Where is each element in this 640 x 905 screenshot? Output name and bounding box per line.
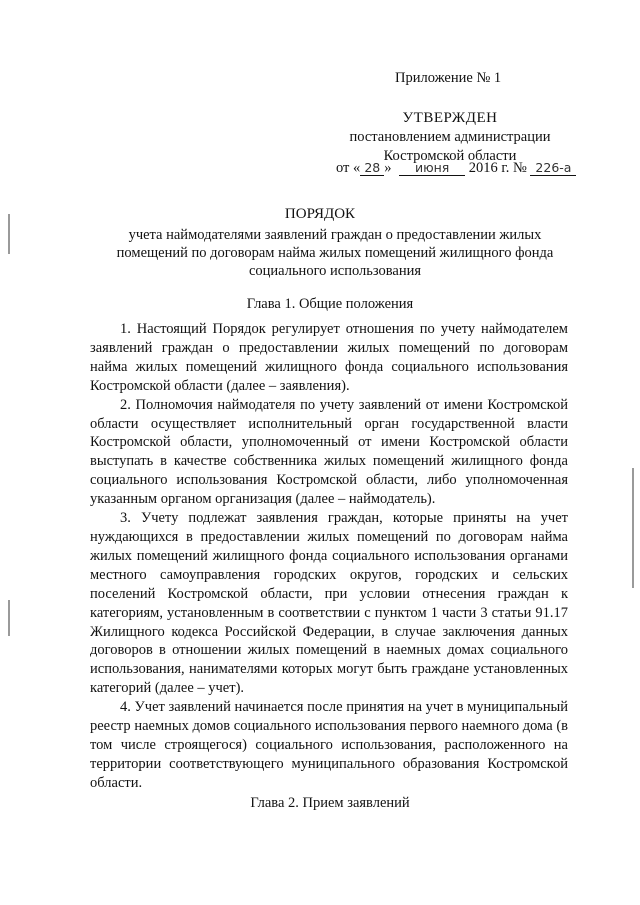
date-month: июня [399,161,465,176]
decree-date-line [336,160,576,177]
decree-number: 226-а [530,161,576,176]
chapter-1-heading: Глава 1. Общие положения [246,296,414,312]
date-year: 2016 г. № [468,160,527,176]
appendix-label: Приложение № 1 [395,70,502,86]
chapter-2-heading: Глава 2. Прием заявлений [250,795,410,811]
approved-by-line: постановлением администрации [349,129,551,145]
paragraph: 2. Полномочия наймодателя по учету заявлений от имени Костромской области осуществляет исполнительный орган государственной власти Костромской области, уполномоченный от имени Костромской области выступать в качестве собственника жилых помещений жилищного фонда социального использования Костромской области, либо уполномоченная указанным органом организация (далее – наймодатель). [90,396,568,508]
paragraph: 3. Учету подлежат заявления граждан, которые приняты на учет нуждающихся в предоставлении жилых помещений по договорам найма жилых помещений жилищного фонда социального использования органами местного самоуправления городских округов, городских и сельских поселений Костромской области, при условии отнесения граждан к категориям, установленным в соответствии с пунктом 1 части 3 статьи 91.17 Жилищного кодекса Российской Федерации, в случае заключения данных договоров в отношении жилых помещений в наемных домах социального использования, нанимателями которых могут быть граждане установленных категорий (далее – учет). [90,510,568,697]
approved-by-line: Костромской области [383,148,517,164]
document-title: ПОРЯДОК [284,206,356,222]
paragraph: 4. Учет заявлений начинается после принятия на учет в муниципальный реестр наемных домов социального использования первого наемного дома (в том числе строящегося) социального использования, расположенного на территории соответствующего муниципального образования Костромской области. [90,699,568,791]
paragraph: 1. Настоящий Порядок регулирует отношения по учету наймодателем заявлений граждан о предоставлении жилых помещений по договорам найма жилых помещений жилищного фонда социального использования Костромской области (далее – заявления). [90,321,568,394]
scan-edge-mark [632,468,634,588]
approved-stamp-title: УТВЕРЖДЕН [402,110,498,126]
scan-edge-mark [8,600,10,636]
document-subtitle: учета наймодателями заявлений граждан о предоставлении жилых помещений по договорам найма жилых помещений жилищного фонда социального использования [116,227,554,279]
date-mid: » [384,160,392,176]
document-body [90,320,568,793]
date-prefix: от « [336,160,361,176]
date-day: 28 [360,161,384,176]
